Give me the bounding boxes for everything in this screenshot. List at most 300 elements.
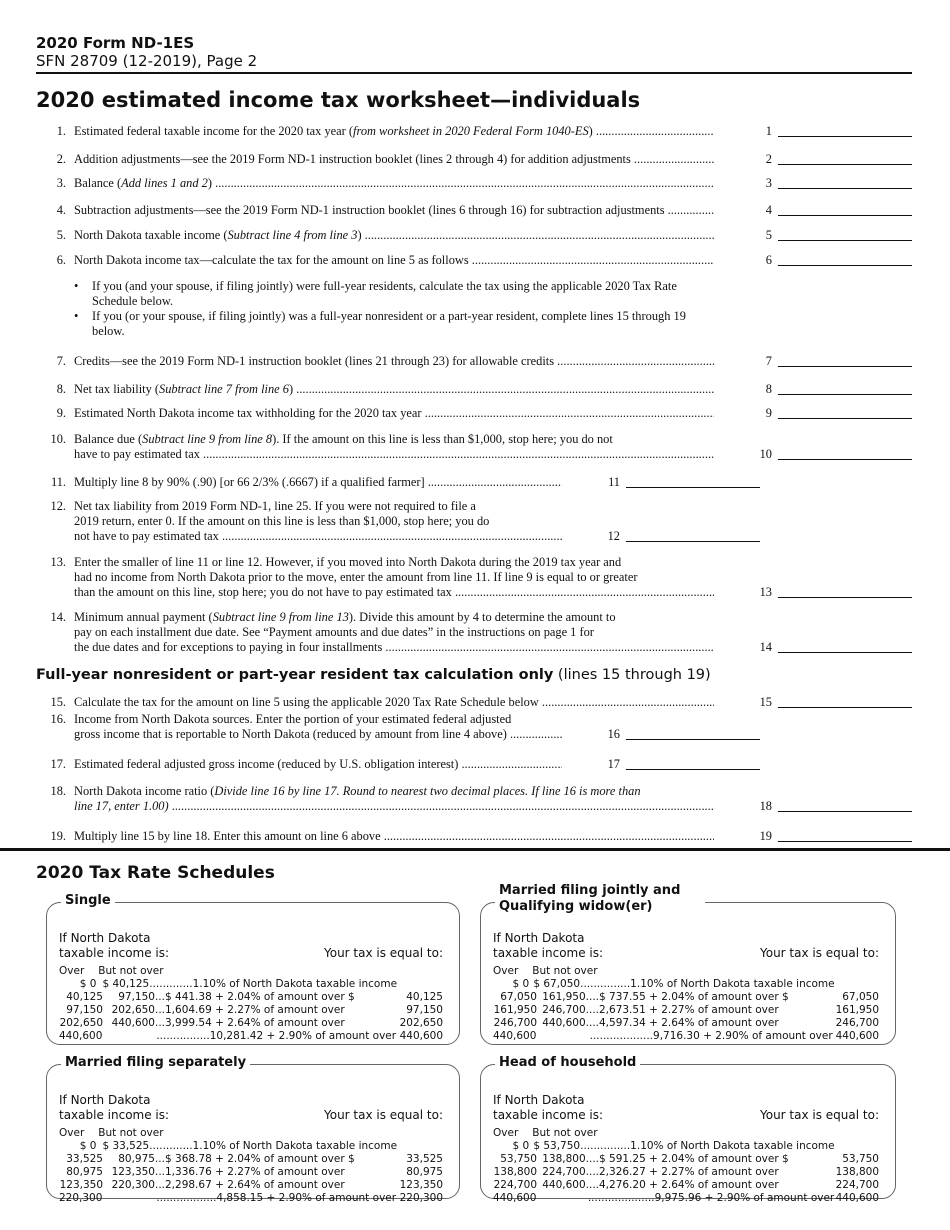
schedule-head-of-household	[480, 1055, 896, 1204]
line-number: 4.	[56, 203, 66, 217]
schedule-cell	[397, 978, 443, 991]
line-7-amount-field[interactable]	[778, 354, 912, 367]
line-10-amount-field[interactable]	[778, 447, 912, 460]
line-text-row	[74, 712, 562, 727]
line-text-content	[74, 124, 714, 139]
column-over: Over	[59, 1127, 85, 1139]
line-number: 13.	[50, 555, 66, 569]
schedule-cell: 440,600....	[542, 1017, 599, 1029]
line-text-content	[74, 176, 714, 191]
line-14-amount-field[interactable]	[778, 640, 912, 653]
schedule-cell	[536, 1030, 589, 1043]
line-text-content	[74, 514, 489, 529]
schedule-cell: 1,604.69 + 2.27% of amount over	[165, 1004, 345, 1016]
line-text-content	[74, 354, 714, 369]
schedule-cell: ....................9,975.96 + 2.90% of amount over	[587, 1192, 835, 1204]
line-text-regular: Addition adjustments—see the 2019 Form ND-1 instruction booklet (lines 2 through 4) for addition adjustments	[74, 152, 631, 166]
line-text-italic: line 17, enter 1.00)	[74, 799, 169, 813]
line-text	[74, 152, 714, 167]
line-text	[74, 784, 714, 814]
schedule-intro-line: taxable income is:	[59, 946, 170, 960]
line-text-row	[74, 253, 714, 268]
schedule-cell: $ 67,050	[533, 978, 581, 990]
schedule-cell: $ 53,750	[533, 1140, 581, 1152]
line-text	[74, 382, 714, 397]
schedule-cell: 246,700	[835, 1017, 879, 1029]
line-text-regular: Net tax liability (	[74, 382, 159, 396]
line-reference-number: 14	[759, 640, 772, 654]
schedule-intro	[493, 931, 603, 961]
line-text	[74, 757, 562, 772]
schedule-cell: 97,150...	[118, 991, 165, 1003]
schedule-row	[493, 1166, 879, 1179]
line-text-row	[74, 432, 714, 447]
line-1-amount-field[interactable]	[778, 124, 912, 137]
line-reference-number: 15	[759, 695, 772, 709]
line-text-regular: Subtraction adjustments—see the 2019 Form ND-1 instruction booklet (lines 6 through 16) for subtraction adjustments	[74, 203, 665, 217]
schedule-row	[493, 978, 879, 991]
line-text-content	[74, 432, 613, 447]
schedule-cell: 440,600	[399, 1030, 443, 1042]
schedule-cell: 161,950	[493, 1004, 537, 1016]
line-text-row	[74, 695, 714, 710]
subheading-bold: Full-year nonresident or part-year resident tax calculation only	[36, 667, 554, 683]
schedule-cell: 440,600	[835, 1192, 879, 1204]
schedule-intro-line: taxable income is:	[493, 1108, 604, 1122]
line-text-content	[74, 447, 714, 462]
line-text-content	[74, 228, 714, 243]
schedule-cell: 97,150	[66, 1004, 103, 1016]
schedule-intro-line: If North Dakota	[59, 1093, 151, 1107]
schedule-cell	[536, 1192, 587, 1205]
schedule-single	[46, 893, 460, 1045]
line-reference-number: 12	[607, 529, 620, 543]
line-text-regular: )	[357, 228, 362, 242]
line-number: 9.	[56, 406, 66, 420]
line-text-row	[74, 514, 562, 529]
schedule-intro-line: If North Dakota	[493, 1093, 585, 1107]
line-reference-number: 13	[759, 585, 772, 599]
schedule-cell: 202,650	[59, 1017, 103, 1029]
line-11-amount-field[interactable]	[626, 475, 760, 488]
line-text-row	[74, 529, 562, 544]
line-text	[74, 354, 714, 369]
line-text-row	[74, 499, 562, 514]
schedule-cell: 224,700	[835, 1179, 879, 1191]
schedule-row	[59, 1179, 443, 1192]
schedule-row	[59, 991, 443, 1004]
schedule-cell: 3,999.54 + 2.64% of amount over	[165, 1017, 345, 1029]
schedule-row	[493, 1179, 879, 1192]
schedule-column-headers	[59, 1127, 164, 1139]
line-text	[74, 712, 562, 742]
line-text-row	[74, 625, 714, 640]
line-text-row	[74, 555, 714, 570]
form-header	[36, 34, 257, 70]
schedule-column-headers	[59, 965, 164, 977]
schedule-row	[493, 1153, 879, 1166]
line-text-content	[74, 406, 714, 421]
schedule-cell	[397, 1140, 443, 1153]
schedule-cell: ...............1.10% of North Dakota taxable income	[580, 1140, 835, 1152]
schedule-cell: 2,673.51 + 2.27% of amount over	[599, 1004, 779, 1016]
line-16-amount-field[interactable]	[626, 727, 760, 740]
schedule-intro-line: If North Dakota	[59, 931, 151, 945]
schedule-heading: Single	[61, 893, 115, 909]
schedule-cell: $ 591.25 + 2.04% of amount over $	[599, 1153, 789, 1165]
line-reference-number: 19	[759, 829, 772, 843]
form-sfn: SFN 28709 (12-2019), Page 2	[36, 52, 258, 70]
line-9-amount-field[interactable]	[778, 406, 912, 419]
subheading-normal: (lines 15 through 19)	[553, 667, 711, 683]
schedule-cell: 138,800....	[542, 1153, 599, 1165]
schedule-tax-label: Your tax is equal to:	[323, 1108, 443, 1122]
line-text-content	[74, 499, 476, 514]
line-number: 2.	[56, 152, 66, 166]
schedule-cell	[102, 1030, 156, 1043]
schedule-cell: 4,597.34 + 2.64% of amount over	[599, 1017, 779, 1029]
line-number: 6.	[56, 253, 66, 267]
line-text-content	[74, 253, 714, 268]
line-3-amount-field[interactable]	[778, 176, 912, 189]
schedule-row	[493, 1192, 879, 1205]
line-text	[74, 253, 714, 268]
column-over: Over	[493, 1127, 519, 1139]
line-text-content	[74, 610, 616, 625]
schedule-cell: ...............1.10% of North Dakota taxable income	[580, 978, 835, 990]
line-number: 18.	[50, 784, 66, 798]
schedule-cell: 1,336.76 + 2.27% of amount over	[165, 1166, 345, 1178]
line-reference-number: 16	[607, 727, 620, 741]
line-17-amount-field[interactable]	[626, 757, 760, 770]
line-text-content	[74, 625, 594, 640]
line-reference-number: 9	[765, 406, 772, 420]
schedule-cell: 123,350...	[111, 1166, 165, 1178]
schedule-row	[59, 978, 443, 991]
schedule-heading: Head of household	[495, 1055, 640, 1071]
line-text-italic: Subtract line 9 from line 8	[142, 432, 273, 446]
line-text-regular: )	[288, 382, 294, 396]
schedule-cell: 246,700....	[542, 1004, 599, 1016]
schedule-rows	[493, 1140, 879, 1205]
line-text-regular: had no income from North Dakota prior to the move, enter the amount from line 11. If line 9 is equal to or greater	[74, 570, 638, 584]
schedule-row	[59, 1166, 443, 1179]
line-text-row	[74, 727, 562, 742]
schedule-row	[59, 1140, 443, 1153]
line-number: 1.	[56, 124, 66, 138]
line-number: 15.	[50, 695, 66, 709]
schedule-cell: 224,700	[493, 1179, 537, 1191]
line-text-regular: the due dates and for exceptions to paying in four installments	[74, 640, 383, 654]
page-title: 2020 estimated income tax worksheet—individuals	[36, 88, 641, 112]
line-text-content	[74, 727, 562, 742]
line-reference-number: 3	[765, 176, 772, 190]
schedule-cell: 202,650	[399, 1017, 443, 1029]
line-text-regular: ). If the amount on this line is less than $1,000, stop here; you do not	[272, 432, 613, 446]
line-number: 5.	[56, 228, 66, 242]
line-text-content	[74, 695, 714, 710]
line-text-row	[74, 228, 714, 243]
line-reference-number: 18	[759, 799, 772, 813]
schedules-title: 2020 Tax Rate Schedules	[36, 863, 275, 883]
line-text-content	[74, 529, 562, 544]
schedule-tax-label: Your tax is equal to:	[759, 946, 879, 960]
schedule-intro-line: taxable income is:	[59, 1108, 170, 1122]
schedule-column-headers	[493, 965, 598, 977]
line-text-regular: Credits—see the 2019 Form ND-1 instruction booklet (lines 21 through 23) for allowable credits	[74, 354, 555, 368]
schedule-heading: Married filing separately	[61, 1055, 250, 1071]
schedule-row	[493, 1030, 879, 1043]
schedule-row	[493, 991, 879, 1004]
line-text-content	[74, 475, 562, 490]
schedule-intro-line: If North Dakota	[493, 931, 585, 945]
line-text-italic: from worksheet in 2020 Federal Form 1040-ES	[353, 124, 589, 138]
line-text-italic: Add lines 1 and 2	[121, 176, 208, 190]
schedule-intro	[493, 1093, 603, 1123]
column-not-over: But not over	[98, 965, 164, 977]
schedule-cell: 2,298.67 + 2.64% of amount over	[165, 1179, 345, 1191]
schedule-married-filing-jointly-and-qualifying-widow-er-	[480, 883, 896, 1045]
line-number: 10.	[50, 432, 66, 446]
schedule-cell: ...................9,716.30 + 2.90% of amount over	[589, 1030, 833, 1042]
line-number: 16.	[50, 712, 66, 726]
line-text-regular: Multiply line 15 by line 18. Enter this amount on line 6 above	[74, 829, 381, 843]
line-text-regular: ). Divide this amount by 4 to determine the amount to	[348, 610, 616, 624]
line-reference-number: 17	[607, 757, 620, 771]
schedule-cell: 440,600....	[542, 1179, 599, 1191]
section-divider	[0, 848, 950, 851]
line-text-regular: Calculate the tax for the amount on line 5 using the applicable 2020 Tax Rate Schedule below	[74, 695, 539, 709]
line-text-row	[74, 203, 714, 218]
schedule-tax-label: Your tax is equal to:	[323, 946, 443, 960]
line-text-italic: Divide line 16 by line 17. Round to nearest two decimal places. If line 16 is more than	[214, 784, 641, 798]
line-text-row	[74, 152, 714, 167]
schedule-cell: 161,950	[835, 1004, 879, 1016]
line-reference-number: 7	[765, 354, 772, 368]
schedule-cell: 246,700	[493, 1017, 537, 1029]
line-reference-number: 10	[759, 447, 772, 461]
line-text-content	[74, 152, 714, 167]
line-text-content	[74, 799, 714, 814]
schedule-cell: 33,525	[406, 1153, 443, 1165]
schedule-cell: ..................4,858.15 + 2.90% of amount over	[156, 1192, 397, 1204]
schedule-rows	[493, 978, 879, 1043]
schedule-cell: $ 33,525	[102, 1140, 150, 1152]
line-text-regular: Estimated federal taxable income for the 2020 tax year (	[74, 124, 354, 138]
line-text	[74, 432, 714, 462]
line-text-regular: gross income that is reportable to North Dakota (reduced by amount from line 4 above)	[74, 727, 507, 741]
line-reference-number: 1	[765, 124, 772, 138]
line-4-amount-field[interactable]	[778, 203, 912, 216]
line-text-regular: Enter the smaller of line 11 or line 12. However, if you moved into North Dakota during the 2019 tax year and	[74, 555, 622, 569]
line-reference-number: 11	[608, 475, 620, 489]
schedule-cell: 138,800	[493, 1166, 537, 1178]
line-text-row	[74, 757, 562, 772]
line-text	[74, 203, 714, 218]
line-text-italic: Subtract line 7 from line 6	[159, 382, 289, 396]
line-number: 12.	[50, 499, 66, 513]
schedule-cell: 161,950....	[542, 991, 599, 1003]
line-text-row	[74, 475, 562, 490]
bullet-part-year: • If you (or your spouse, if filing jointly) was a full-year nonresident or a part-year resident, complete lines 15 through 19 below.	[74, 309, 714, 339]
line-12-amount-field[interactable]	[626, 529, 760, 542]
line-text-row	[74, 570, 714, 585]
line-text-row	[74, 829, 714, 844]
schedule-cell: $ 0	[512, 1140, 530, 1152]
line-text	[74, 695, 714, 710]
line-18-amount-field[interactable]	[778, 799, 912, 812]
schedule-cell: 33,525	[66, 1153, 103, 1165]
line-text	[74, 124, 714, 139]
line-19-amount-field[interactable]	[778, 829, 912, 842]
schedule-row	[59, 1030, 443, 1043]
line-text-content	[74, 757, 562, 772]
line-text-content	[74, 555, 621, 570]
line-text-italic: Subtract line 4 from line 3	[227, 228, 358, 242]
line-number: 7.	[56, 354, 66, 368]
line-text-content	[74, 570, 638, 585]
line-reference-number: 6	[765, 253, 772, 267]
line-text-row	[74, 176, 714, 191]
schedule-cell: $ 737.55 + 2.04% of amount over $	[599, 991, 789, 1003]
column-not-over: But not over	[532, 965, 598, 977]
schedule-cell: 220,300	[59, 1192, 103, 1204]
line-8-amount-field[interactable]	[778, 382, 912, 395]
line-text-regular: Balance (	[74, 176, 122, 190]
line-6-instructions	[74, 279, 714, 339]
line-number: 3.	[56, 176, 66, 190]
line-text	[74, 555, 714, 600]
line-number: 8.	[56, 382, 66, 396]
line-text-regular: Balance due (	[74, 432, 143, 446]
schedule-married-filing-separately	[46, 1055, 460, 1204]
line-text	[74, 829, 714, 844]
schedule-cell: $ 0	[79, 978, 97, 990]
schedule-cell: 440,600	[59, 1030, 103, 1042]
schedule-row	[493, 1140, 879, 1153]
line-number: 19.	[50, 829, 66, 843]
column-not-over: But not over	[532, 1127, 598, 1139]
line-text-regular: have to pay estimated tax	[74, 447, 200, 461]
line-reference-number: 8	[765, 382, 772, 396]
line-text	[74, 499, 562, 544]
schedule-cell: 440,600	[835, 1030, 879, 1042]
schedule-cell: 40,125	[406, 991, 443, 1003]
schedule-cell: 440,600...	[111, 1017, 165, 1029]
schedule-cell: $ 0	[79, 1140, 97, 1152]
line-text-regular: North Dakota taxable income (	[74, 228, 228, 242]
line-text-row	[74, 784, 714, 799]
line-text-row	[74, 382, 714, 397]
schedule-intro	[59, 931, 169, 961]
schedule-row	[59, 1004, 443, 1017]
schedule-heading: Married filing jointly and Qualifying widow(er)	[495, 883, 705, 915]
schedule-cell: 53,750	[842, 1153, 879, 1165]
line-text-regular: North Dakota income ratio (	[74, 784, 215, 798]
line-text	[74, 176, 714, 191]
column-over: Over	[493, 965, 519, 977]
schedule-rows	[59, 1140, 443, 1205]
schedule-cell: .............1.10% of North Dakota taxable income	[149, 1140, 398, 1152]
schedule-cell: 440,600	[493, 1030, 537, 1042]
schedule-cell: 67,050	[842, 991, 879, 1003]
schedule-cell: 40,125	[66, 991, 103, 1003]
schedule-cell: 220,300	[399, 1192, 443, 1204]
line-text-regular: )	[207, 176, 212, 190]
line-number: 11.	[50, 475, 66, 489]
schedule-row	[59, 1192, 443, 1205]
line-text-regular: Estimated North Dakota income tax withholding for the 2020 tax year	[74, 406, 422, 420]
line-text-content	[74, 382, 714, 397]
line-text-regular: )	[588, 124, 593, 138]
schedule-cell: 97,150	[406, 1004, 443, 1016]
line-text-content	[74, 203, 714, 218]
schedule-cell: 123,350	[59, 1179, 103, 1191]
schedule-row	[59, 1153, 443, 1166]
nonresident-subheading	[36, 667, 711, 683]
line-text-regular: Income from North Dakota sources. Enter the portion of your estimated federal adjusted	[74, 712, 512, 726]
schedule-cell: ................10,281.42 + 2.90% of amount over	[156, 1030, 397, 1042]
line-text-regular: pay on each installment due date. See “Payment amounts and due dates” in the instructions on page 1 for	[74, 625, 594, 639]
schedule-cell: $ 40,125	[102, 978, 150, 990]
schedule-cell: 138,800	[835, 1166, 879, 1178]
column-not-over: But not over	[98, 1127, 164, 1139]
bullet-full-year: • If you (and your spouse, if filing jointly) were full-year residents, calculate the tax using the applicable 2020 Tax Rate Schedule below.	[74, 279, 714, 309]
line-text-regular: North Dakota income tax—calculate the tax for the amount on line 5 as follows	[74, 253, 469, 267]
line-text-regular: 2019 return, enter 0. If the amount on this line is less than $1,000, stop here; you do	[74, 514, 490, 528]
line-text-row	[74, 640, 714, 655]
line-2-amount-field[interactable]	[778, 152, 912, 165]
line-5-amount-field[interactable]	[778, 228, 912, 241]
line-text-row	[74, 406, 714, 421]
schedule-cell: 220,300...	[111, 1179, 165, 1191]
line-reference-number: 5	[765, 228, 772, 242]
line-text-regular: Multiply line 8 by 90% (.90) [or 66 2/3% (.6667) if a qualified farmer]	[74, 475, 425, 489]
line-text	[74, 610, 714, 655]
line-text-content	[74, 784, 641, 799]
line-text-row	[74, 124, 714, 139]
line-6-amount-field[interactable]	[778, 253, 912, 266]
schedule-cell: 440,600	[493, 1192, 537, 1204]
line-text	[74, 475, 562, 490]
line-text-row	[74, 610, 714, 625]
line-text-row	[74, 799, 714, 814]
schedule-cell: .............1.10% of North Dakota taxable income	[149, 978, 398, 990]
schedule-row	[493, 1017, 879, 1030]
line-text-content	[74, 829, 714, 844]
schedule-cell: 4,276.20 + 2.64% of amount over	[599, 1179, 779, 1191]
line-text-row	[74, 354, 714, 369]
schedule-cell: 67,050	[500, 991, 537, 1003]
line-number: 17.	[50, 757, 66, 771]
line-text-row	[74, 447, 714, 462]
column-over: Over	[59, 965, 85, 977]
line-reference-number: 4	[765, 203, 772, 217]
line-13-amount-field[interactable]	[778, 585, 912, 598]
schedule-rows	[59, 978, 443, 1043]
schedule-cell	[835, 978, 879, 991]
schedule-cell: $ 0	[512, 978, 530, 990]
schedule-intro-line: taxable income is:	[493, 946, 604, 960]
schedule-cell: 123,350	[399, 1179, 443, 1191]
schedule-row	[493, 1004, 879, 1017]
line-text-regular: Estimated federal adjusted gross income (reduced by U.S. obligation interest)	[74, 757, 459, 771]
form-name: 2020 Form ND-1ES	[36, 34, 195, 52]
line-text-content	[74, 640, 714, 655]
line-text-row	[74, 585, 714, 600]
line-15-amount-field[interactable]	[778, 695, 912, 708]
header-divider	[36, 72, 912, 74]
